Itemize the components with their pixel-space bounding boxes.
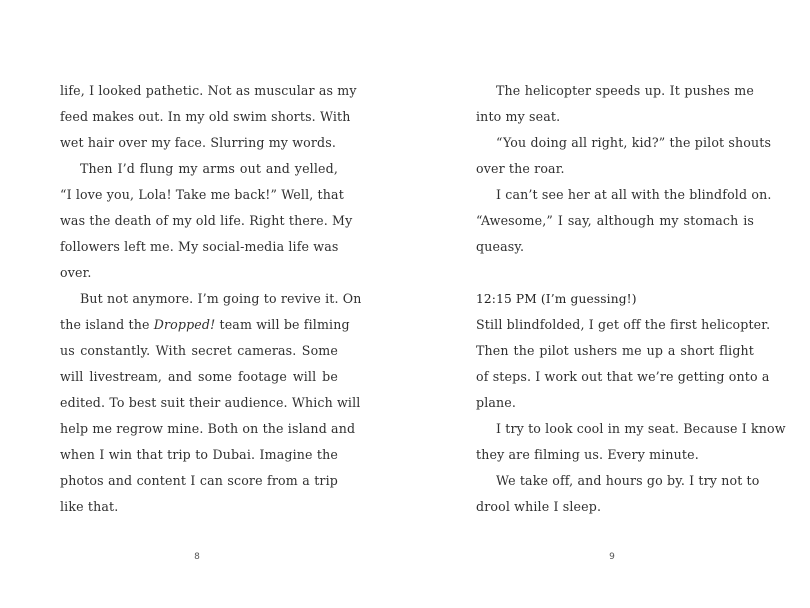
right-page: [476, 78, 786, 520]
section-heading: 12:15 PM (I’m guessing!): [476, 292, 637, 306]
text-line: will livestream, and some footage will be: [60, 369, 338, 384]
text-line: Then the pilot ushers me up a short flight: [476, 343, 754, 358]
text-line: The helicopter speeds up. It pushes me: [496, 83, 754, 98]
page-number-right: 9: [609, 552, 615, 562]
text-line: life, I looked pathetic. Not as muscular as my: [60, 83, 357, 98]
text-line: drool while I sleep.: [476, 499, 602, 514]
text-line: “You doing all right, kid?” the pilot shouts: [496, 135, 772, 150]
page-number-left: 8: [194, 552, 200, 562]
text-segment: the island the: [60, 317, 154, 332]
text-line: followers left me. My social-media life was: [60, 239, 339, 254]
text-line: wet hair over my face. Slurring my words.: [60, 135, 337, 150]
text-line: I try to look cool in my seat. Because I know: [496, 421, 786, 436]
text-line: over.: [60, 265, 92, 280]
text-line: plane.: [476, 395, 517, 410]
text-line: We take off, and hours go by. I try not to: [496, 473, 760, 488]
text-line: Still blindfolded, I get off the first helicopter.: [476, 317, 771, 332]
text-line: they are filming us. Every minute.: [476, 447, 699, 462]
text-line: into my seat.: [476, 109, 561, 124]
text-line: help me regrow mine. Both on the island and: [60, 421, 356, 436]
text-line: was the death of my old life. Right there. My: [60, 213, 353, 228]
text-line: But not anymore. I’m going to revive it. On: [80, 291, 362, 306]
text-line: photos and content I can score from a trip: [60, 473, 338, 488]
text-line: I can’t see her at all with the blindfold on.: [496, 187, 772, 202]
text-line: edited. To best suit their audience. Which will: [60, 395, 361, 410]
text-line: like that.: [60, 499, 119, 514]
text-line: feed makes out. In my old swim shorts. With: [60, 109, 351, 124]
section-gap: [476, 260, 754, 286]
left-page: [60, 78, 362, 520]
text-line: when I win that trip to Dubai. Imagine the: [60, 447, 338, 462]
text-line: us constantly. With secret cameras. Some: [60, 343, 338, 358]
text-line: over the roar.: [476, 161, 565, 176]
text-line: queasy.: [476, 239, 525, 254]
text-line: [60, 312, 350, 338]
text-line: of steps. I work out that we’re getting onto a: [476, 369, 770, 384]
text-line: “Awesome,” I say, although my stomach is: [476, 213, 754, 228]
text-line: “I love you, Lola! Take me back!” Well, that: [60, 187, 344, 202]
text-segment: team will be filming: [215, 317, 350, 332]
italic-title: Dropped!: [153, 317, 216, 332]
text-line: Then I’d flung my arms out and yelled,: [80, 161, 338, 176]
